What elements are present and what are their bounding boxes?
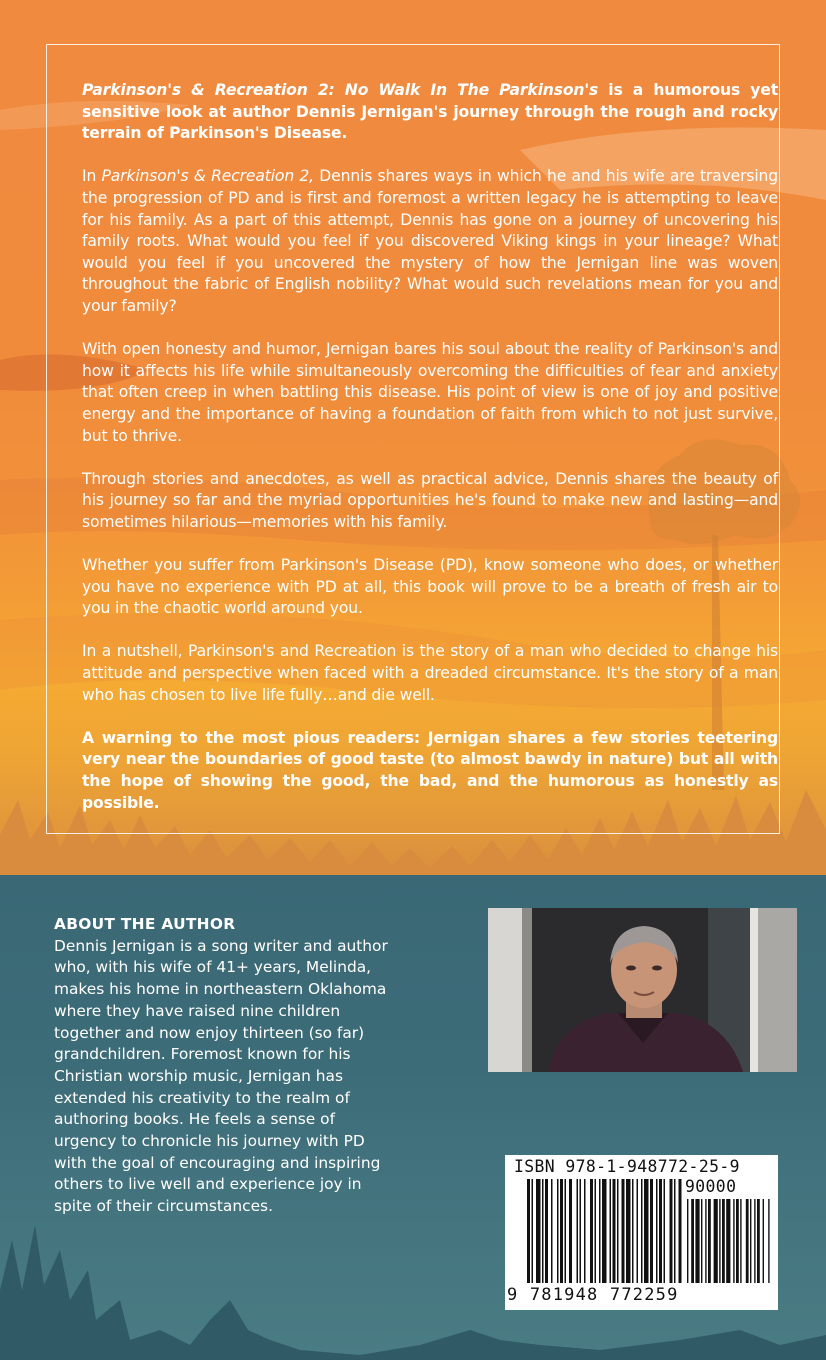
author-bio: Dennis Jernigan is a song writer and author who, with his wife of 41+ years, Melinda, makes his home in northeastern Oklahoma where they have raised nine children together and now enjoy thirteen (so far) grandchildren. Foremost known for his Christian worship music, Jernigan has extended his creativity to the realm of authoring books. He feels a sense of urgency to chronicle his journey with PD with the goal of encouraging and inspiring others to live well and experience joy in spite of their circumstances. bbox=[54, 936, 388, 1216]
book-description bbox=[82, 80, 778, 814]
isbn-barcode bbox=[505, 1155, 778, 1310]
about-the-author bbox=[54, 914, 394, 1218]
author-photo bbox=[488, 908, 797, 1072]
paragraph-stories: Through stories and anecdotes, as well as practical advice, Dennis shares the beauty of his journey so far and the myriad opportunities he's found to make new and lasting—and sometimes hilarious—memories with his family. bbox=[82, 469, 778, 531]
book-title-inline: Parkinson's & Recreation 2, bbox=[101, 167, 314, 186]
paragraph-nutshell: In a nutshell, Parkinson's and Recreation is the story of a man who decided to change his attitude and perspective when faced with a dreaded circumstance. It's the story of a man who has chosen to live life fully…and die well. bbox=[82, 642, 778, 704]
paragraph-legacy bbox=[82, 166, 778, 317]
intro-text: is a humorous yet sensitive look at author Dennis Jernigan's journey through the rough and rocky terrain of Parkinson's Disease. bbox=[82, 81, 778, 143]
paragraph-audience: Whether you suffer from Parkinson's Disease (PD), know someone who does, or whether you have no experience with PD at all, this book will prove to be a breath of fresh air to you in the chaotic world around you. bbox=[82, 556, 778, 618]
isbn-label: ISBN 978-1-948772-25-9 bbox=[514, 1157, 740, 1176]
warning-paragraph: A warning to the most pious readers: Jernigan shares a few stories teetering very near the boundaries of good taste (to almost bawdy in nature) but all with the hope of showing the good, the bad, and the humorous as honestly as possible. bbox=[82, 728, 778, 812]
barcode-digits: 9 781948 772259 bbox=[507, 1285, 679, 1305]
book-title: Parkinson's & Recreation 2: No Walk In The Parkinson's bbox=[82, 81, 599, 99]
paragraph-prefix: In bbox=[82, 167, 102, 186]
author-heading: ABOUT THE AUTHOR bbox=[54, 915, 236, 933]
author-portrait-image bbox=[488, 908, 797, 1072]
intro-paragraph bbox=[82, 80, 778, 145]
paragraph-text: Dennis shares ways in which he and his wife are traversing the progression of PD and is first and foremost a written legacy he is attempting to leave for his family. As a part of this attempt, Dennis has gone on a journey of uncovering his family roots. What would you feel if you discovered Viking kings in your lineage? What would you feel if you uncovered the mystery of how the Jernigan line was woven throughout the fabric of English nobility? What would such revelations mean for you and your family? bbox=[82, 167, 778, 315]
price-code: 90000 bbox=[685, 1177, 737, 1196]
paragraph-honesty: With open honesty and humor, Jernigan bares his soul about the reality of Parkinson's and how it affects his life while simultaneously overcoming the difficulties of fear and anxiety that often creep in when battling this disease. His point of view is one of joy and positive energy and the importance of having a foundation of faith from which to not just survive, but to thrive. bbox=[82, 340, 778, 445]
